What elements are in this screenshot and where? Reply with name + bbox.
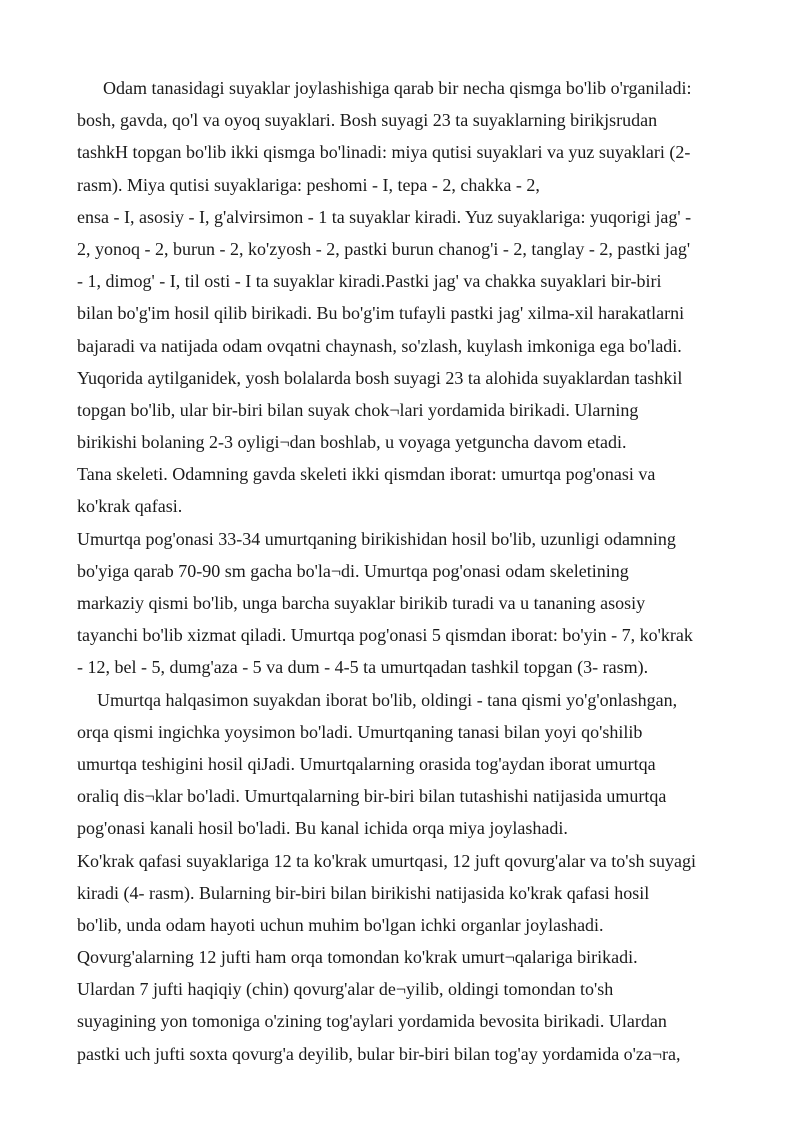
text-line: tashkH topgan bo'lib ikki qismga bo'linadi: miya qutisi suyaklari va yuz suyaklari (2- — [77, 142, 691, 163]
text-line: Ko'krak qafasi suyaklariga 12 ta ko'krak umurtqasi, 12 juft qovurg'alar va to'sh suyagi — [77, 850, 696, 871]
text-line: ko'krak qafasi. — [77, 496, 183, 517]
text-line: rasm). Miya qutisi suyaklariga: peshomi - I, tepa - 2, chakka - 2, — [77, 174, 540, 195]
text-line: oraliq dis¬klar bo'ladi. Umurtqalarning bir-biri bilan tutashishi natijasida umurtqa — [77, 786, 667, 807]
text-line: topgan bo'lib, ular bir-biri bilan suyak chok¬lari yordamida birikadi. Ularning — [77, 399, 639, 420]
text-line: Umurtqa pog'onasi 33-34 umurtqaning birikishidan hosil bo'lib, uzunligi odamning — [77, 528, 676, 549]
text-line: birikishi bolaning 2-3 oyligi¬dan boshlab, u voyaga yetguncha davom etadi. — [77, 432, 627, 453]
text-line: bajaradi va natijada odam ovqatni chaynash, so'zlash, kuylash imkoniga ega bo'ladi. — [77, 335, 682, 356]
text-line: markaziy qismi bo'lib, unga barcha suyaklar birikib turadi va u tananing asosiy — [77, 593, 646, 613]
text-line: Odam tanasidagi suyaklar joylashishiga qarab bir necha qismga bo'lib o'rganiladi: — [103, 78, 692, 98]
text-line: Yuqorida aytilganidek, yosh bolalarda bosh suyagi 23 ta alohida suyaklardan tashkil — [77, 367, 683, 388]
text-line: Qovurg'alarning 12 jufti ham orqa tomondan ko'krak umurt¬qalariga birikadi. — [77, 947, 638, 968]
text-line: bo'yiga qarab 70-90 sm gacha bo'la¬di. Umurtqa pog'onasi odam skeletining — [77, 560, 629, 581]
text-line: Tana skeleti. Odamning gavda skeleti ikki qismdan iborat: umurtqa pog'onasi va — [77, 464, 656, 485]
text-line: 2, yonoq - 2, burun - 2, ko'zyosh - 2, pastki burun chanog'i - 2, tanglay - 2, pastki jag' — [77, 238, 691, 259]
text-line: pog'onasi kanali hosil bo'ladi. Bu kanal ichida orqa miya joylashadi. — [77, 818, 568, 839]
text-line: Umurtqa halqasimon suyakdan iborat bo'lib, oldingi - tana qismi yo'g'onlashgan, — [97, 689, 678, 710]
text-line: pastki uch jufti soxta qovurg'a deyilib, bular bir-biri bilan tog'ay yordamida o'za¬ra, — [77, 1043, 681, 1064]
text-line: kiradi (4- rasm). Bularning bir-biri bilan birikishi natijasida ko'krak qafasi hosil — [77, 882, 650, 903]
text-line: ensa - I, asosiy - I, g'alvirsimon - 1 ta suyaklar kiradi. Yuz suyaklariga: yuqorigi jag' - — [77, 206, 692, 227]
document-body — [77, 72, 737, 1070]
text-line: bosh, gavda, qo'l va oyoq suyaklari. Bosh suyagi 23 ta suyaklarning birikjsrudan — [77, 110, 658, 131]
text-line: - 12, bel - 5, dumg'aza - 5 va dum - 4-5 ta umurtqadan tashkil topgan (3- rasm). — [77, 657, 649, 678]
text-line: Ulardan 7 jufti haqiqiy (chin) qovurg'alar de¬yilib, oldingi tomondan to'sh — [77, 979, 614, 1000]
text-line: bo'lib, unda odam hayoti uchun muhim bo'lgan ichki organlar joylashadi. — [77, 914, 604, 935]
text-line: orqa qismi ingichka yoysimon bo'ladi. Umurtqaning tanasi bilan yoyi qo'shilib — [77, 721, 643, 742]
text-line: bilan bo'g'im hosil qilib birikadi. Bu bo'g'im tufayli pastki jag' xilma-xil harakatlarni — [77, 303, 685, 324]
text-line: suyagining yon tomoniga o'zining tog'aylari yordamida bevosita birikadi. Ulardan — [77, 1011, 667, 1032]
text-line: - 1, dimog' - I, til osti - I ta suyaklar kiradi.Pastki jag' va chakka suyaklari bir-biri — [77, 271, 662, 292]
text-line: umurtqa teshigini hosil qiJadi. Umurtqalarning orasida tog'aydan iborat umurtqa — [77, 753, 656, 774]
text-line: tayanchi bo'lib xizmat qiladi. Umurtqa pog'onasi 5 qismdan iborat: bo'yin - 7, ko'krak — [77, 625, 693, 646]
